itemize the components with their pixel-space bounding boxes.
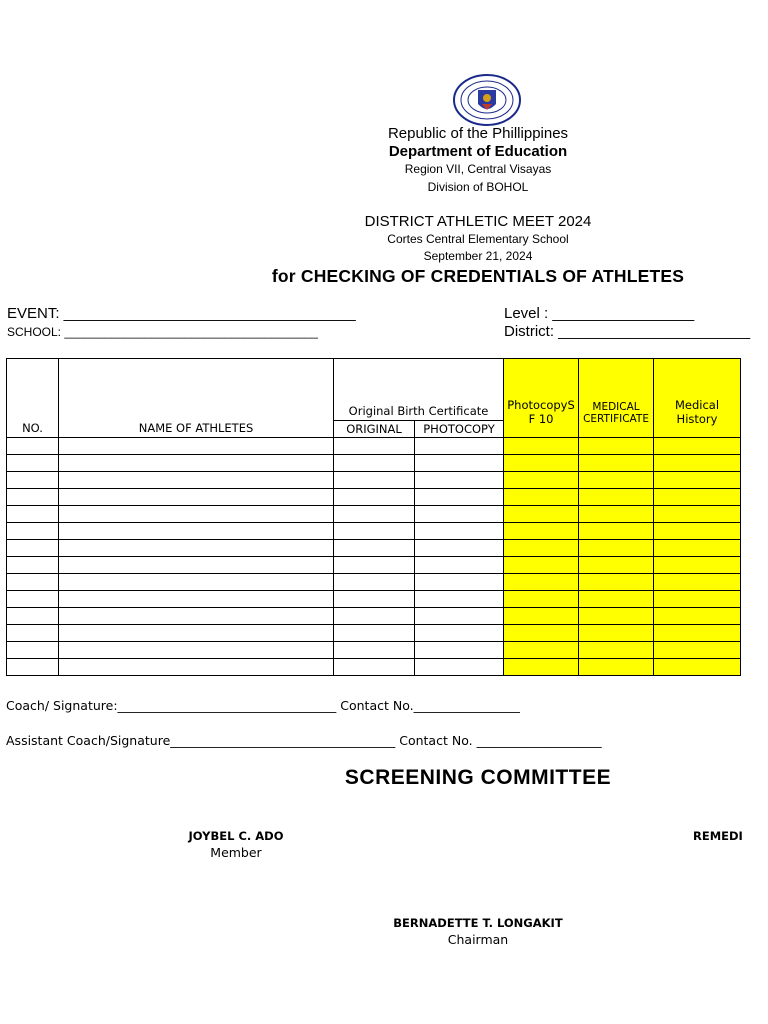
member1-role: Member — [210, 845, 262, 860]
table-cell[interactable] — [334, 574, 415, 591]
table-cell[interactable] — [334, 523, 415, 540]
col-header-medical-certificate: MEDICAL CERTIFICATE — [579, 359, 654, 438]
table-cell[interactable] — [654, 659, 741, 676]
table-cell[interactable] — [579, 625, 654, 642]
table-cell[interactable] — [7, 438, 59, 455]
table-cell[interactable] — [504, 591, 579, 608]
table-cell[interactable] — [504, 438, 579, 455]
table-cell[interactable] — [654, 557, 741, 574]
table-cell[interactable] — [654, 608, 741, 625]
table-cell[interactable] — [334, 608, 415, 625]
table-cell[interactable] — [654, 472, 741, 489]
table-cell[interactable] — [334, 438, 415, 455]
table-cell[interactable] — [59, 608, 334, 625]
table-cell[interactable] — [415, 642, 504, 659]
col-header-original: ORIGINAL — [334, 421, 415, 438]
date-text: September 21, 2024 — [423, 249, 533, 263]
table-row — [7, 523, 741, 540]
table-cell[interactable] — [59, 625, 334, 642]
table-row — [7, 438, 741, 455]
level-field[interactable]: Level : _________________ — [504, 305, 695, 322]
table-cell[interactable] — [504, 523, 579, 540]
table-cell[interactable] — [579, 540, 654, 557]
table-cell[interactable] — [7, 472, 59, 489]
table-cell[interactable] — [579, 591, 654, 608]
department-heading: Department of Education — [388, 143, 568, 160]
member2-name: REMEDI — [693, 829, 743, 843]
table-cell[interactable] — [415, 659, 504, 676]
table-cell[interactable] — [504, 625, 579, 642]
table-cell[interactable] — [579, 608, 654, 625]
table-cell[interactable] — [59, 523, 334, 540]
event-field[interactable]: EVENT: ___________________________________ — [7, 305, 356, 322]
table-cell[interactable] — [59, 591, 334, 608]
table-cell[interactable] — [334, 659, 415, 676]
table-row — [7, 472, 741, 489]
table-cell[interactable] — [415, 506, 504, 523]
table-cell[interactable] — [654, 489, 741, 506]
coach-signature-line[interactable]: Coach/ Signature:___________________________________ Contact No._________________ — [6, 698, 520, 713]
table-cell[interactable] — [579, 557, 654, 574]
table-cell[interactable] — [7, 506, 59, 523]
table-cell[interactable] — [334, 557, 415, 574]
table-cell[interactable] — [579, 506, 654, 523]
table-cell[interactable] — [654, 591, 741, 608]
col-header-medical-history: Medical History — [654, 359, 741, 438]
chairman-role: Chairman — [447, 932, 509, 947]
table-cell[interactable] — [415, 557, 504, 574]
col-header-birth-certificate: Original Birth Certificate — [334, 359, 504, 421]
table-cell[interactable] — [7, 642, 59, 659]
table-cell[interactable] — [334, 642, 415, 659]
school-field[interactable]: SCHOOL: ______________________________________ — [7, 325, 318, 339]
table-cell[interactable] — [504, 557, 579, 574]
table-cell[interactable] — [654, 455, 741, 472]
table-cell[interactable] — [415, 472, 504, 489]
table-cell[interactable] — [7, 591, 59, 608]
committee-title: SCREENING COMMITTEE — [344, 766, 612, 789]
table-cell[interactable] — [579, 472, 654, 489]
table-row — [7, 574, 741, 591]
deped-seal-logo — [452, 74, 522, 126]
table-row — [7, 557, 741, 574]
table-cell[interactable] — [654, 574, 741, 591]
table-cell[interactable] — [334, 506, 415, 523]
table-cell[interactable] — [504, 574, 579, 591]
assistant-coach-signature-line[interactable]: Assistant Coach/Signature____________________________________ Contact No. ____________________ — [6, 733, 602, 748]
purpose-title: for CHECKING OF CREDENTIALS OF ATHLETES — [271, 266, 685, 286]
col-header-no: NO. — [7, 359, 59, 438]
region-text: Region VII, Central Visayas — [404, 162, 552, 176]
table-cell[interactable] — [504, 642, 579, 659]
table-cell[interactable] — [415, 625, 504, 642]
table-cell[interactable] — [7, 608, 59, 625]
table-cell[interactable] — [415, 438, 504, 455]
table-cell[interactable] — [654, 642, 741, 659]
table-cell[interactable] — [7, 574, 59, 591]
table-cell[interactable] — [504, 455, 579, 472]
table-cell[interactable] — [7, 625, 59, 642]
table-row — [7, 659, 741, 676]
table-cell[interactable] — [579, 659, 654, 676]
member1-name: JOYBEL C. ADO — [188, 829, 284, 843]
table-cell[interactable] — [334, 591, 415, 608]
table-cell[interactable] — [504, 489, 579, 506]
table-cell[interactable] — [7, 540, 59, 557]
chairman-name: BERNADETTE T. LONGAKIT — [393, 916, 563, 930]
table-cell[interactable] — [59, 489, 334, 506]
table-cell[interactable] — [579, 574, 654, 591]
table-cell[interactable] — [415, 455, 504, 472]
table-cell[interactable] — [654, 506, 741, 523]
division-text: Division of BOHOL — [427, 180, 529, 194]
table-cell[interactable] — [59, 455, 334, 472]
table-cell[interactable] — [59, 506, 334, 523]
table-cell[interactable] — [579, 489, 654, 506]
table-cell[interactable] — [415, 574, 504, 591]
table-cell[interactable] — [654, 625, 741, 642]
table-cell[interactable] — [654, 523, 741, 540]
table-cell[interactable] — [579, 438, 654, 455]
table-cell[interactable] — [415, 591, 504, 608]
table-row — [7, 608, 741, 625]
table-cell[interactable] — [59, 574, 334, 591]
table-cell[interactable] — [504, 608, 579, 625]
credentials-table — [6, 358, 741, 676]
table-cell[interactable] — [579, 455, 654, 472]
table-cell[interactable] — [59, 472, 334, 489]
table-cell[interactable] — [504, 506, 579, 523]
table-cell[interactable] — [7, 659, 59, 676]
table-cell[interactable] — [59, 642, 334, 659]
table-cell[interactable] — [59, 540, 334, 557]
republic-heading: Republic of the Phillippines — [387, 125, 569, 142]
table-cell[interactable] — [334, 540, 415, 557]
table-row — [7, 506, 741, 523]
table-cell[interactable] — [334, 472, 415, 489]
table-cell[interactable] — [654, 540, 741, 557]
table-cell[interactable] — [504, 472, 579, 489]
table-cell[interactable] — [579, 523, 654, 540]
table-row — [7, 455, 741, 472]
table-cell[interactable] — [415, 489, 504, 506]
table-row — [7, 642, 741, 659]
table-cell[interactable] — [59, 438, 334, 455]
table-cell[interactable] — [579, 642, 654, 659]
table-cell[interactable] — [504, 659, 579, 676]
table-row — [7, 625, 741, 642]
table-cell[interactable] — [7, 523, 59, 540]
venue-text: Cortes Central Elementary School — [387, 232, 569, 246]
table-row — [7, 540, 741, 557]
table-cell[interactable] — [7, 557, 59, 574]
col-header-name: NAME OF ATHLETES — [59, 359, 334, 438]
table-row — [7, 489, 741, 506]
table-cell[interactable] — [504, 540, 579, 557]
table-cell[interactable] — [415, 523, 504, 540]
table-cell[interactable] — [7, 455, 59, 472]
table-cell[interactable] — [59, 659, 334, 676]
table-cell[interactable] — [334, 455, 415, 472]
table-cell[interactable] — [334, 489, 415, 506]
col-header-photocopy: PHOTOCOPY — [415, 421, 504, 438]
district-field[interactable]: District: _______________________ — [504, 323, 751, 340]
col-header-sf10: PhotocopyS F 10 — [504, 359, 579, 438]
table-cell[interactable] — [7, 489, 59, 506]
table-row — [7, 591, 741, 608]
table-cell[interactable] — [415, 540, 504, 557]
table-cell[interactable] — [59, 557, 334, 574]
table-cell[interactable] — [415, 608, 504, 625]
table-cell[interactable] — [334, 625, 415, 642]
table-cell[interactable] — [654, 438, 741, 455]
meet-title: DISTRICT ATHLETIC MEET 2024 — [364, 213, 592, 230]
